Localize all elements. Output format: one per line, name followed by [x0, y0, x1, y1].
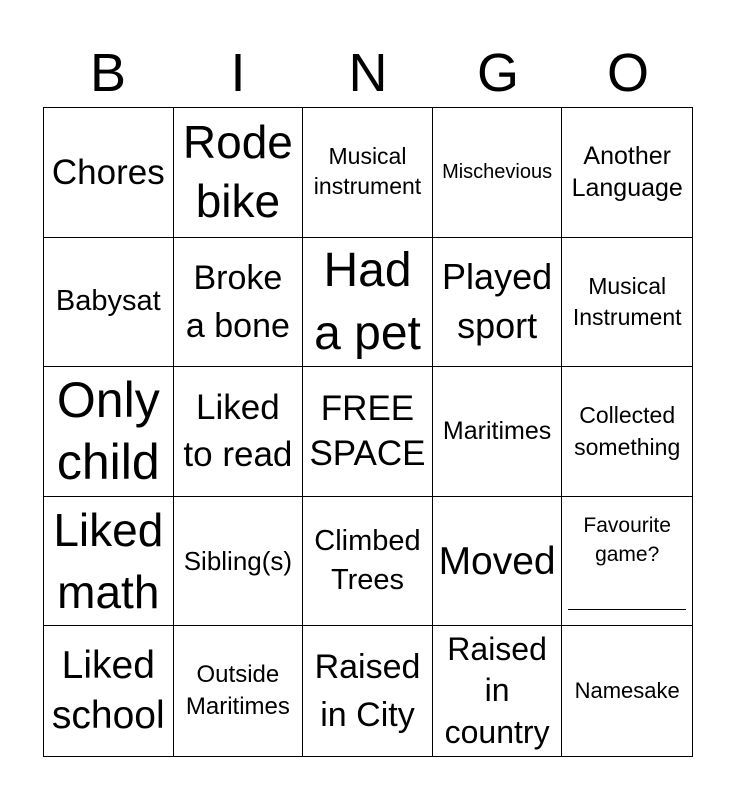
answer-blank-line: [568, 609, 686, 610]
bingo-cell-r3c2[interactable]: [174, 367, 304, 497]
cell-content: [186, 254, 290, 351]
bingo-cell-r2c3[interactable]: [303, 238, 433, 368]
bingo-cell-r3c3[interactable]: [303, 367, 433, 497]
cell-label: Collected something: [574, 402, 681, 461]
cell-label: Only child: [56, 371, 160, 491]
cell-content: [183, 113, 293, 231]
cell-content: [573, 271, 682, 332]
cell-label: Moved: [438, 539, 556, 583]
cell-label: Raised in country: [444, 630, 550, 750]
bingo-cell-r4c1[interactable]: [44, 497, 174, 627]
bingo-cell-r1c4[interactable]: [433, 108, 563, 238]
cell-content: [438, 539, 556, 583]
cell-label: FREE SPACE: [309, 388, 426, 474]
cell-label: Climbed Trees: [314, 524, 421, 597]
cell-label: Chores: [51, 152, 165, 192]
bingo-cell-r2c4[interactable]: [433, 238, 563, 368]
cell-label: Liked school: [51, 643, 165, 738]
cell-label: Liked math: [53, 504, 164, 619]
cell-label: Namesake: [574, 678, 680, 704]
cell-content: [575, 680, 680, 702]
cell-content: [51, 152, 165, 192]
cell-content: [315, 643, 421, 740]
cell-content: [56, 287, 161, 316]
bingo-cell-r2c2[interactable]: [174, 238, 304, 368]
bingo-cell-r1c1[interactable]: [44, 108, 174, 238]
cell-label: Rode bike: [182, 116, 293, 228]
cell-content: [442, 416, 552, 445]
bingo-cell-r4c3[interactable]: [303, 497, 433, 627]
header-letter-b: B: [89, 43, 127, 103]
cell-content: [52, 641, 165, 742]
bingo-board: [43, 107, 693, 757]
cell-label: Raised in City: [314, 647, 421, 735]
bingo-cell-r3c4[interactable]: [433, 367, 563, 497]
cell-label: Outside Maritimes: [185, 660, 290, 721]
cell-content: [309, 386, 425, 477]
cell-content: [442, 161, 552, 183]
bingo-cell-r3c5[interactable]: [562, 367, 692, 497]
cell-content: [314, 142, 421, 202]
cell-content: [186, 659, 290, 724]
cell-label: Musical Instrument: [572, 273, 682, 330]
cell-label: Favourite game?: [583, 514, 671, 566]
cell-content: [574, 399, 680, 463]
bingo-cell-r4c2[interactable]: [174, 497, 304, 627]
bingo-cell-r5c3[interactable]: [303, 626, 433, 756]
cell-content: [445, 629, 550, 754]
cell-content: [568, 512, 686, 610]
cell-label: Liked to read: [183, 388, 293, 475]
cell-content: [314, 239, 421, 366]
cell-label: Another Language: [571, 141, 683, 203]
cell-label: Maritimes: [442, 416, 552, 445]
cell-content: [53, 499, 163, 623]
cell-label: Mischevious: [442, 161, 553, 184]
bingo-header: [43, 42, 693, 104]
bingo-cell-r1c2[interactable]: [174, 108, 304, 238]
header-letter-o: O: [606, 43, 649, 103]
cell-label: Played sport: [442, 256, 553, 346]
bingo-cell-r5c5[interactable]: [562, 626, 692, 756]
bingo-cell-r2c5[interactable]: [562, 238, 692, 368]
cell-content: [183, 384, 292, 479]
cell-content: [314, 522, 420, 600]
bingo-cell-r1c5[interactable]: [562, 108, 692, 238]
bingo-cell-r1c3[interactable]: [303, 108, 433, 238]
cell-content: [572, 140, 683, 205]
cell-content: [442, 253, 552, 350]
bingo-cell-r5c2[interactable]: [174, 626, 304, 756]
cell-label: Sibling(s): [183, 546, 293, 577]
bingo-cell-r4c4[interactable]: [433, 497, 563, 627]
header-letter-g: G: [476, 43, 519, 103]
bingo-cell-r4c5[interactable]: [562, 497, 692, 627]
cell-content: [183, 546, 293, 577]
bingo-cell-r5c1[interactable]: [44, 626, 174, 756]
cell-label: Had a pet: [314, 243, 421, 360]
cell-label: Babysat: [55, 285, 161, 318]
bingo-cell-r3c1[interactable]: [44, 367, 174, 497]
cell-label: Musical instrument: [313, 143, 422, 200]
bingo-cell-r2c1[interactable]: [44, 238, 174, 368]
header-letter-n: N: [348, 43, 388, 103]
header-letter-i: I: [230, 43, 246, 103]
cell-content: [57, 369, 160, 494]
bingo-cell-r5c4[interactable]: [433, 626, 563, 756]
cell-label: Broke a bone: [185, 258, 290, 345]
